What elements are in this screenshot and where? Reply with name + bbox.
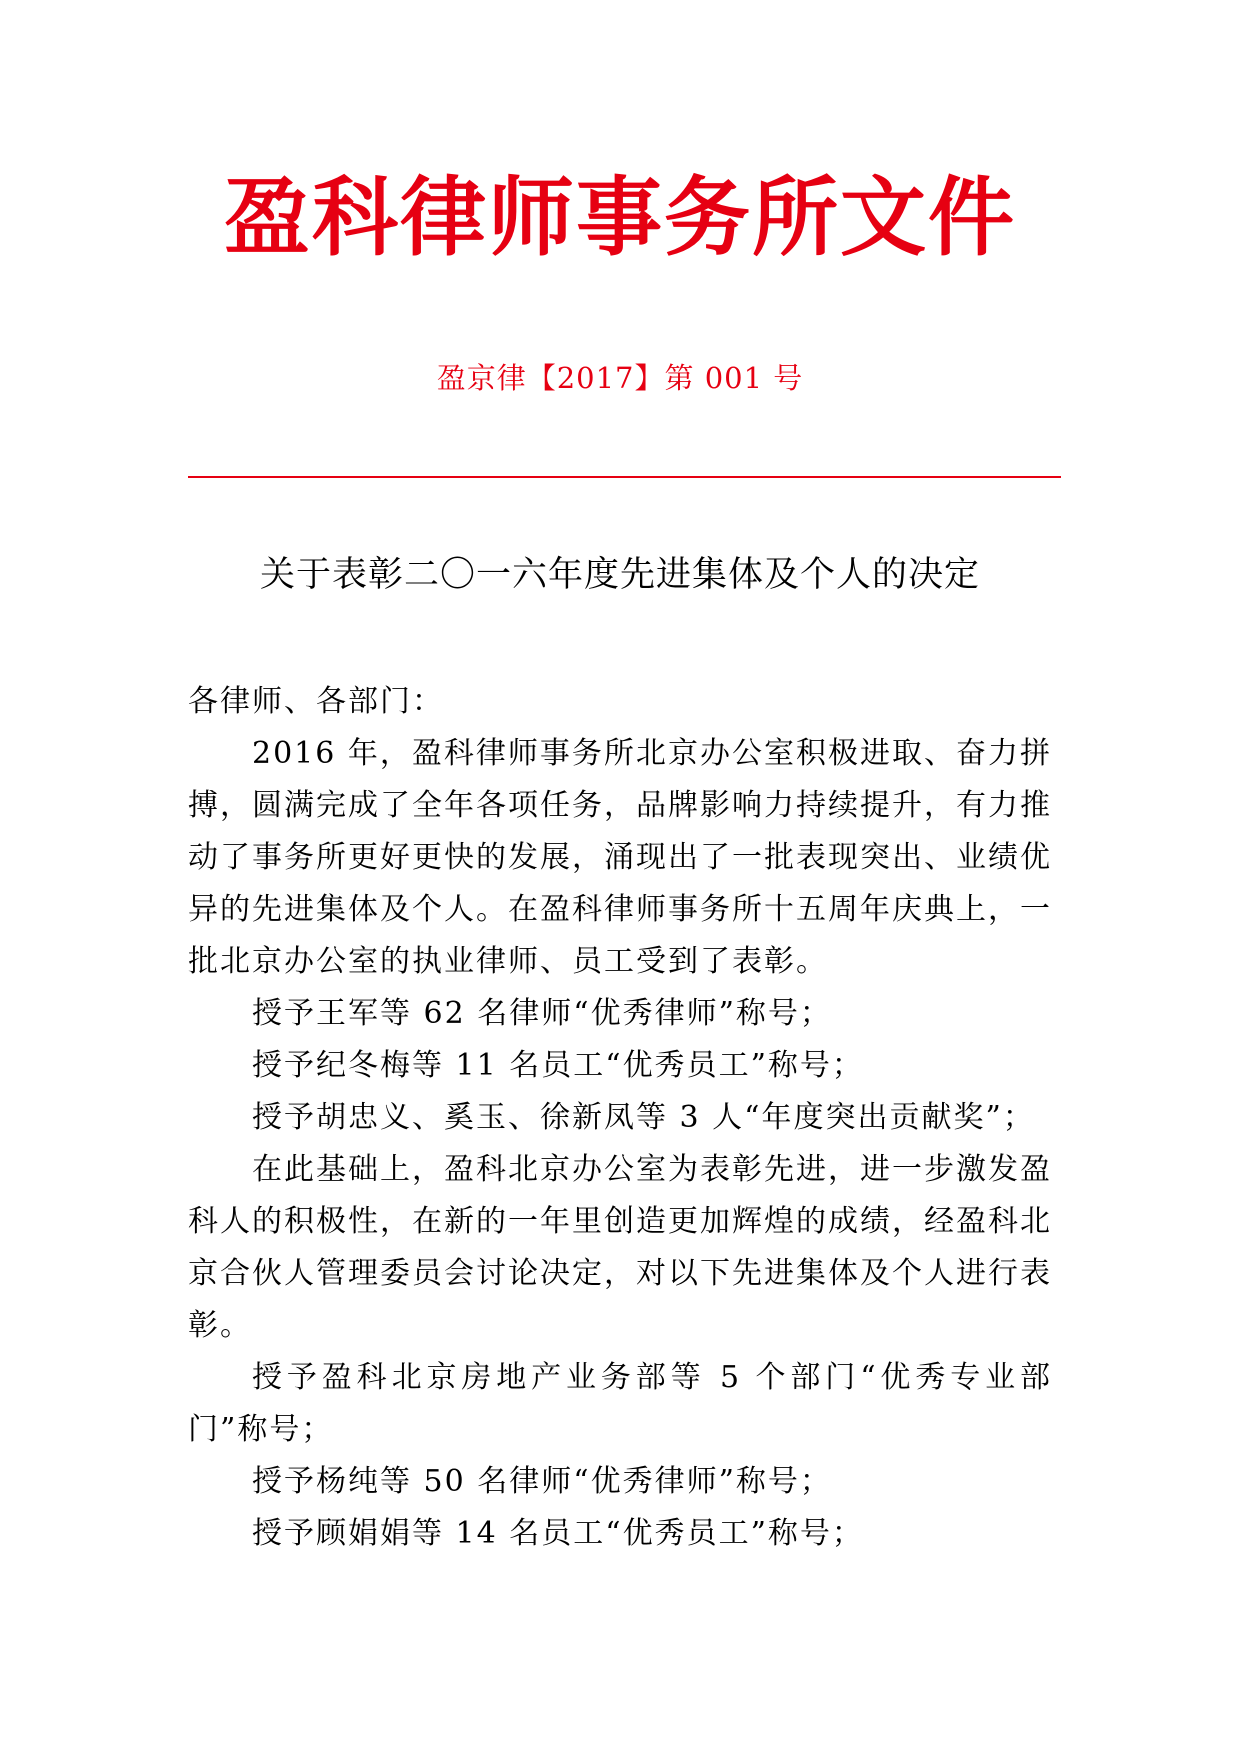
body-paragraph: 授予盈科北京房地产业务部等 5 个部门“优秀专业部门”称号；: [188, 1360, 1052, 1447]
document-number: 盈京律【2017】第 001 号: [436, 361, 804, 395]
document-title: 关于表彰二〇一六年度先进集体及个人的决定: [259, 555, 980, 595]
body-paragraph: 2016 年，盈科律师事务所北京办公室积极进取、奋力拼搏，圆满完成了全年各项任务，品牌影响力持续提升，有力推动了事务所更好更快的发展，涌现出了一批表现突出、业绩优异的先进集体及个人。在盈科律师事务所十五周年庆典上，一批北京办公室的执业律师、员工受到了表彰。: [188, 736, 1052, 979]
body-paragraph: 授予胡忠义、奚玉、徐新凤等 3 人“年度突出贡献奖”；: [252, 1100, 1035, 1135]
body-paragraph: 授予王军等 62 名律师“优秀律师”称号；: [252, 996, 832, 1031]
body-paragraph: 授予顾娟娟等 14 名员工“优秀员工”称号；: [252, 1516, 864, 1551]
body-paragraph: 授予杨纯等 50 名律师“优秀律师”称号；: [252, 1464, 832, 1499]
red-divider-line: [188, 476, 1061, 478]
document-body: [188, 676, 1052, 1560]
body-paragraph: 授予纪冬梅等 11 名员工“优秀员工”称号；: [252, 1048, 864, 1083]
document-masthead: 盈科律师事务所文件: [224, 167, 1016, 268]
salutation: 各律师、各部门：: [188, 684, 444, 719]
body-paragraph: 在此基础上，盈科北京办公室为表彰先进，进一步激发盈科人的积极性，在新的一年里创造更加辉煌的成绩，经盈科北京合伙人管理委员会讨论决定，对以下先进集体及个人进行表彰。: [188, 1152, 1052, 1343]
